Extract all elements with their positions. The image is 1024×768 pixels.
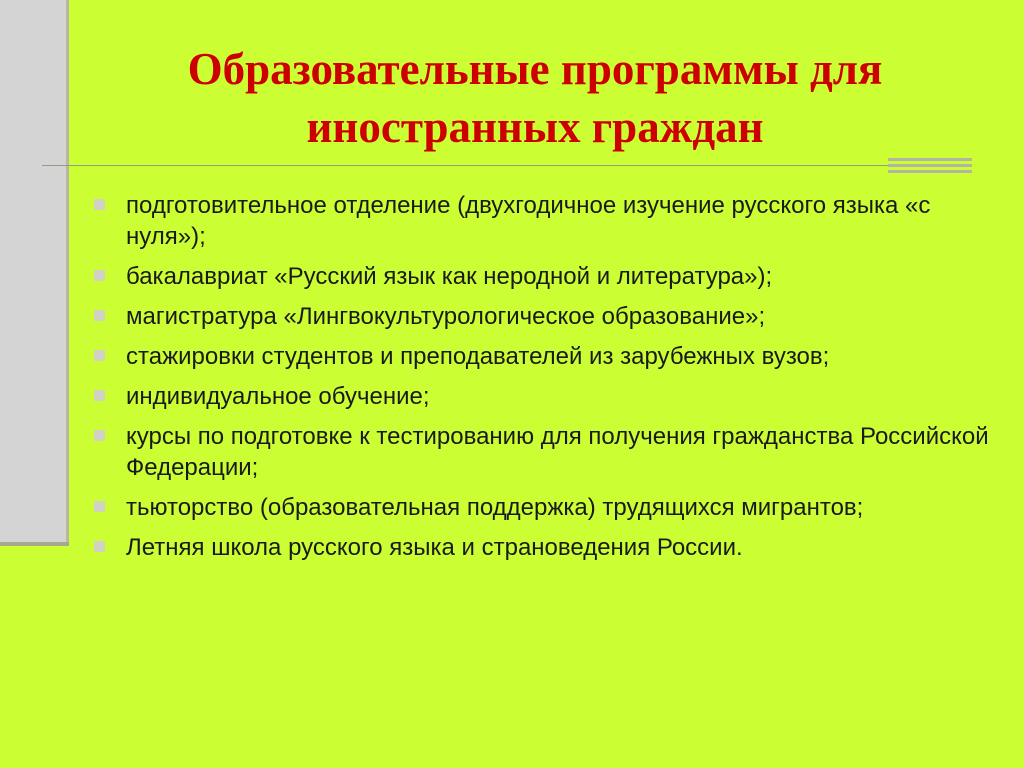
list-item [94, 190, 994, 252]
list-item-text: подготовительное отделение (двухгодичное изучение русского языка «с нуля»); [126, 192, 931, 250]
list-item-text: стажировки студентов и преподавателей из зарубежных вузов; [126, 343, 830, 370]
square-bullet-icon [94, 390, 105, 401]
square-bullet-icon [94, 501, 105, 512]
list-item-text: Летняя школа русского языка и страноведения России. [126, 534, 743, 561]
side-bar-shadow [66, 0, 69, 545]
list-item-text: магистратура «Лингвокультурологическое образование»; [126, 303, 766, 330]
square-bullet-icon [94, 199, 105, 210]
list-item [94, 421, 994, 483]
square-bullet-icon [94, 541, 105, 552]
list-item-text: тьюторство (образовательная поддержка) трудящихся мигрантов; [126, 494, 864, 521]
bullet-list [94, 190, 994, 572]
list-item [94, 301, 994, 332]
list-item-text: бакалавриат «Русский язык как неродной и литература»); [126, 263, 773, 290]
square-bullet-icon [94, 430, 105, 441]
title-divider [42, 165, 972, 166]
list-item [94, 341, 994, 372]
side-bar-bottom-edge [0, 542, 69, 546]
square-bullet-icon [94, 310, 105, 321]
slide-title: Образовательные программы для иностранных граждан [187, 44, 883, 152]
list-item-text: курсы по подготовке к тестированию для получения гражданства Российской Федерации; [126, 423, 989, 481]
side-bar-decoration [0, 0, 66, 545]
square-bullet-icon [94, 350, 105, 361]
list-item [94, 381, 994, 412]
list-item [94, 492, 994, 523]
list-item [94, 261, 994, 292]
list-item [94, 532, 994, 563]
list-item-text: индивидуальное обучение; [126, 383, 430, 410]
square-bullet-icon [94, 270, 105, 281]
title-divider-accent [888, 158, 972, 178]
